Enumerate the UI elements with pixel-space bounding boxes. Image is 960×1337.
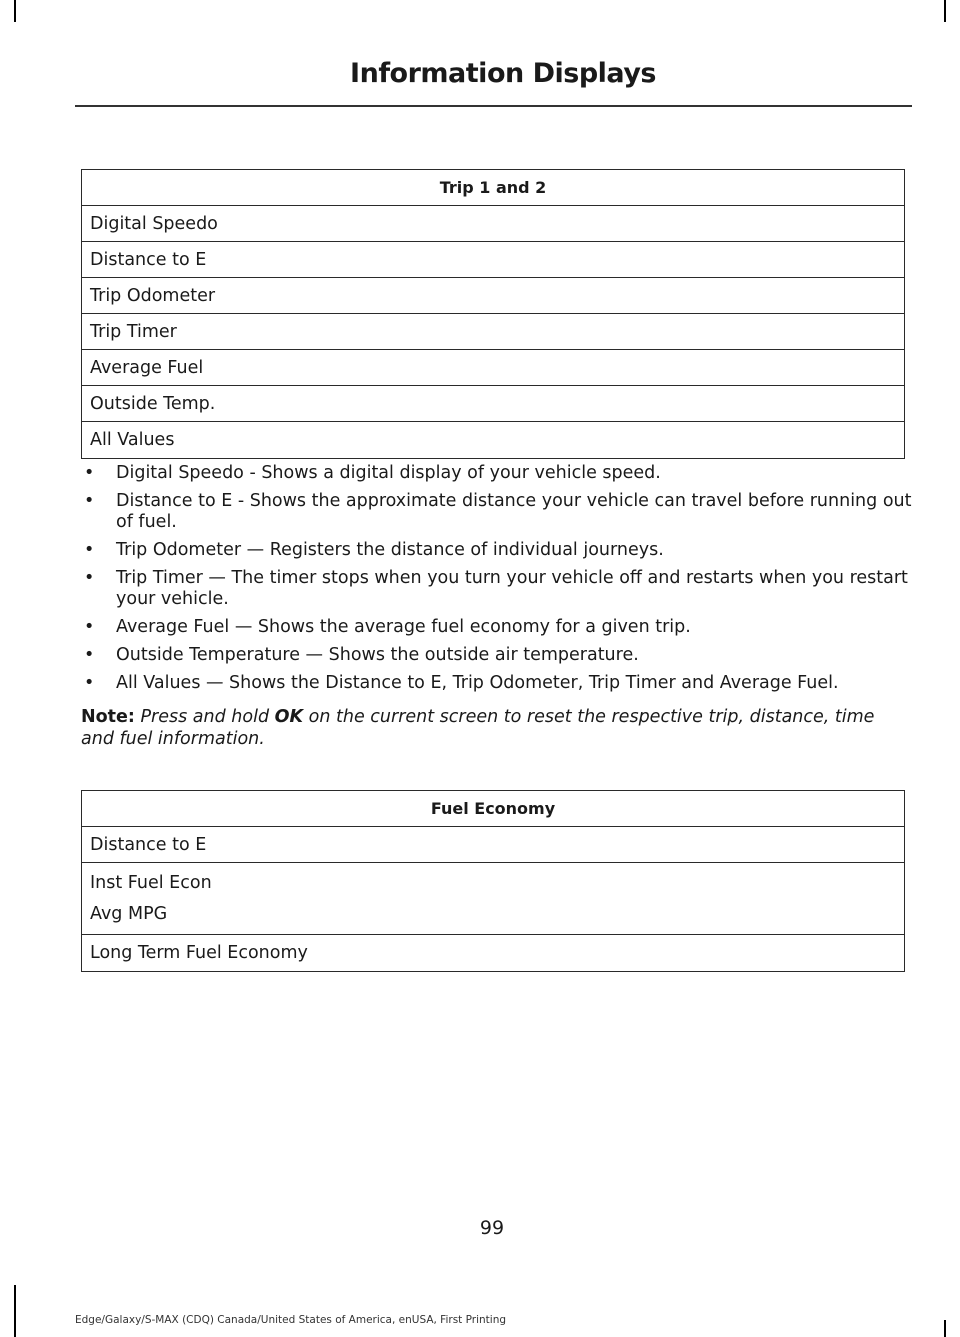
bullet-marker: • — [84, 673, 95, 693]
list-item — [84, 617, 914, 638]
table-row: Long Term Fuel Economy — [90, 943, 308, 963]
table-row: Average Fuel — [82, 350, 904, 386]
table-row: Trip Odometer — [82, 278, 904, 314]
table-row — [82, 863, 904, 935]
page-title: Information Displays — [350, 58, 656, 89]
list-item — [84, 568, 914, 610]
bullet-marker: • — [84, 463, 95, 483]
list-item-text: All Values — Shows the Distance to E, Trip Odometer, Trip Timer and Average Fuel. — [116, 673, 839, 693]
list-item-text: Distance to E - Shows the approximate distance your vehicle can travel before running out of fuel. — [116, 491, 912, 532]
list-item — [84, 645, 914, 666]
crop-mark-bottom-right-vertical — [944, 1320, 946, 1337]
footer-text: Edge/Galaxy/S-MAX (CDQ) Canada/United States of America, enUSA, First Printing — [75, 1314, 507, 1326]
list-item — [84, 540, 914, 561]
bullet-marker: • — [84, 617, 95, 637]
list-item-text: Trip Odometer — Registers the distance of individual journeys. — [116, 540, 664, 560]
table-row: Distance to E — [82, 827, 904, 863]
bullet-marker: • — [84, 491, 95, 511]
list-item-text: Digital Speedo - Shows a digital display of your vehicle speed. — [116, 463, 661, 483]
list-item — [84, 491, 914, 533]
table-cell-line: Avg MPG — [90, 904, 168, 925]
fuel-economy-table — [81, 790, 905, 972]
list-item-text: Trip Timer — The timer stops when you turn your vehicle off and restarts when you restart your vehicle. — [116, 568, 908, 609]
trip-table-heading: Trip 1 and 2 — [82, 170, 904, 206]
list-item — [84, 673, 914, 694]
table-row: Digital Speedo — [82, 206, 904, 242]
trip-table — [81, 169, 905, 459]
table-row: Outside Temp. — [82, 386, 904, 422]
header-divider — [75, 105, 912, 107]
page-number: 99 — [479, 1217, 505, 1239]
note-paragraph — [81, 706, 911, 750]
table-cell-line: Inst Fuel Econ — [90, 872, 212, 893]
bullet-marker: • — [84, 540, 95, 560]
table-row: Trip Timer — [82, 314, 904, 350]
note-label: Note: — [81, 707, 135, 727]
fuel-economy-table-heading: Fuel Economy — [82, 791, 904, 827]
crop-mark-top-right-vertical — [944, 0, 946, 22]
trip-function-list — [84, 463, 914, 701]
note-text-before: Press and hold — [140, 707, 270, 727]
list-item — [84, 463, 914, 484]
note-text-after: on the current screen to reset the respective trip, distance, time and fuel information. — [81, 707, 875, 749]
note-key: OK — [274, 707, 304, 727]
bullet-marker: • — [84, 645, 95, 665]
crop-mark-top-left-vertical — [14, 0, 16, 22]
list-item-text: Outside Temperature — Shows the outside air temperature. — [116, 645, 639, 665]
table-row: Distance to E — [82, 242, 904, 278]
list-item-text: Average Fuel — Shows the average fuel economy for a given trip. — [116, 617, 691, 637]
bullet-marker: • — [84, 568, 95, 588]
table-row: All Values — [90, 430, 175, 450]
crop-mark-bottom-left-vertical — [14, 1285, 16, 1337]
